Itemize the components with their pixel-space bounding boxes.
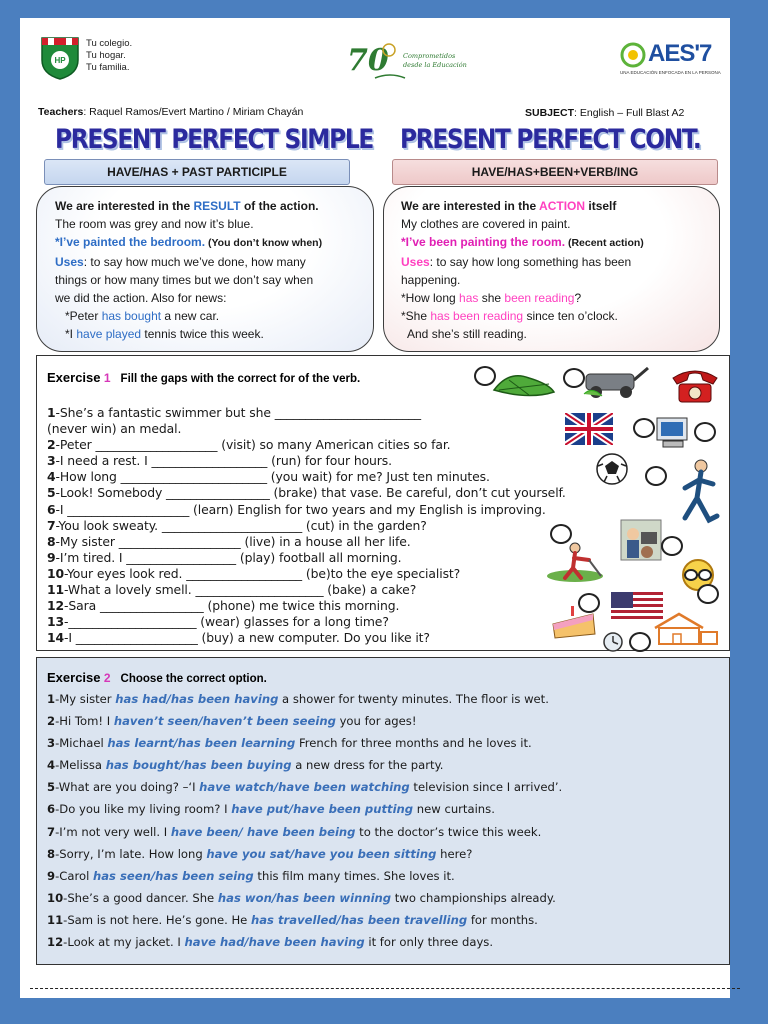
- exercise-1-item: (never win) an medal.: [47, 421, 182, 437]
- aes-logo-text: AES'7: [648, 40, 712, 67]
- exercise-1-item: 6-I ____________________ (learn) English for two years and my English is improving.: [47, 501, 546, 517]
- exercise-1-item: 14-I ____________________ (buy) a new computer. Do you like it?: [47, 630, 430, 646]
- teachers-line: Teachers: Raquel Ramos/Evert Martino / Miriam Chayán: [38, 106, 304, 118]
- cake-picture-icon: [549, 604, 599, 640]
- anniversary-emblem-icon: [345, 38, 470, 82]
- house-picture-icon: [651, 610, 721, 646]
- school-shield-icon: [40, 36, 80, 80]
- title-present-perfect-simple: PRESENT PERFECT SIMPLE: [55, 124, 373, 155]
- formula-continuous: HAVE/HAS+BEEN+VERB/ING: [392, 159, 718, 185]
- worksheet-page: [20, 18, 730, 998]
- aes-emblem-icon: [620, 42, 646, 68]
- answer-circle[interactable]: [629, 632, 651, 652]
- formula-simple: HAVE/HAS + PAST PARTICIPLE: [44, 159, 350, 185]
- school-motto: Tu colegio. Tu hogar. Tu familia.: [86, 38, 133, 73]
- exercise-2-item: 4-Melissa has bought/has been buying a new dress for the party.: [47, 758, 444, 773]
- exercise-1-item: 12-Sara _________________ (phone) me twice this morning.: [47, 598, 400, 614]
- clock-picture-icon: [593, 631, 633, 653]
- eye-doctor-picture-icon: [619, 518, 663, 562]
- exercise-1-item: 8-My sister ____________________ (live) in a house all her life.: [47, 533, 411, 549]
- exercise-1-item: 7-You look sweaty. _______________________ (cut) in the garden?: [47, 517, 427, 533]
- answer-circle[interactable]: [645, 466, 667, 486]
- svg-text:desde la Educación: desde la Educación: [403, 61, 467, 69]
- gardener-picture-icon: [545, 538, 605, 584]
- exercise-2-item: 5-What are you doing? –‘I have watch/have been watching television since I arrived’.: [47, 780, 563, 795]
- svg-text:70: 70: [347, 43, 389, 78]
- subject-line: SUBJECT: English – Full Blast A2: [525, 107, 685, 119]
- football-picture-icon: [595, 452, 629, 486]
- uk-flag-icon: [565, 413, 613, 445]
- exercise-1-item: 10-Your eyes look red. ___________________ (be)to the eye specialist?: [47, 565, 461, 581]
- exercise-1-item: 11-What a lovely smell. _____________________ (bake) a cake?: [47, 582, 417, 598]
- exercise-1-item: 2-Peter ____________________ (visit) so many American cities so far.: [47, 437, 451, 453]
- exercise-2-item: 12-Look at my jacket. I have had/have been having it for only three days.: [47, 935, 494, 950]
- exercise-1-item: 13-_____________________ (wear) glasses for a long time?: [47, 614, 389, 630]
- exercise-1-box: [36, 355, 730, 651]
- exercise-2-item: 1-My sister has had/has been having a shower for twenty minutes. The floor is wet.: [47, 692, 549, 706]
- exercise-1-item: 3-I need a rest. I ___________________ (run) for four hours.: [47, 453, 392, 469]
- svg-text:HP: HP: [54, 56, 66, 65]
- exercise-1-title: Exercise 1 Fill the gaps with the correct for of the verb.: [47, 370, 361, 385]
- page-bottom-divider: [30, 988, 740, 989]
- telephone-picture-icon: [667, 364, 723, 404]
- exercise-2-item: 8-Sorry, I’m late. How long have you sat/have you been sitting here?: [47, 846, 473, 861]
- exercise-1-item: 5-Look! Somebody _________________ (brake) that vase. Be careful, don’t cut yourself.: [47, 485, 566, 501]
- exercise-2-item: 6-Do you like my living room? I have put/have been putting new curtains.: [47, 802, 495, 817]
- exercise-1-item: 1-She’s a fantastic swimmer but she ________________________: [47, 405, 421, 420]
- exercise-1-item: 9-I’m tired. I __________________ (play) football all morning.: [47, 549, 402, 565]
- exercise-2-item: 9-Carol has seen/has been seing this film many times. She loves it.: [47, 868, 455, 883]
- computer-picture-icon: [653, 414, 693, 450]
- answer-circle[interactable]: [694, 422, 716, 442]
- runner-picture-icon: [677, 458, 723, 538]
- svg-text:Comprometidos: Comprometidos: [403, 52, 456, 60]
- exercise-2-title: Exercise 2 Choose the correct option.: [47, 670, 267, 685]
- exercise-2-item: 10-She’s a good dancer. She has won/has been winning two championships already.: [47, 890, 556, 905]
- continuous-explanation-box: We are interested in the ACTION itself My clothes are covered in paint. *I’ve been painting the room. (Recent action) Uses: to say how long something has been happening. *How long has she been reading? *She has been reading since ten o’clock. And she’s still reading.: [383, 186, 720, 352]
- medal-picture-icon: [489, 370, 559, 400]
- exercise-1-item: 4-How long ________________________ (you wait) for me? Just ten minutes.: [47, 469, 490, 485]
- exercise-2-item: 2-Hi Tom! I haven’t seen/haven’t been seeing you for ages!: [47, 714, 417, 729]
- exercise-2-item: 3-Michael has learnt/has been learning French for three months and he loves it.: [47, 736, 532, 751]
- exercise-2-box: [36, 657, 730, 965]
- aes-subtitle: UNA EDUCACIÓN ENFOCADA EN LA PERSONA: [620, 70, 721, 75]
- answer-circle[interactable]: [633, 418, 655, 438]
- title-present-perfect-continuous: PRESENT PERFECT CONT.: [400, 124, 701, 155]
- anniversary-logo: [345, 38, 470, 82]
- answer-circle[interactable]: [697, 584, 719, 604]
- exercise-1-list: [47, 405, 566, 646]
- exercise-2-list: [47, 688, 562, 953]
- school-logo: [36, 36, 176, 80]
- aes-logo: [620, 40, 720, 82]
- answer-circle[interactable]: [661, 536, 683, 556]
- exercise-2-item: 11-Sam is not here. He’s gone. He has travelled/has been travelling for months.: [47, 912, 538, 927]
- lawnmower-picture-icon: [582, 366, 652, 400]
- simple-explanation-box: We are interested in the RESULT of the action. The room was grey and now it’s blue. *I’ve painted the bedroom. (You don’t know when) Uses: to say how much we’ve done, how many things or how many times but we don’t say when we did the action. Also for news: *Peter has bought a new car. *I have played tennis twice this week.: [36, 186, 374, 352]
- exercise-2-item: 7-I’m not very well. I have been/ have been being to the doctor’s twice this week.: [47, 824, 542, 839]
